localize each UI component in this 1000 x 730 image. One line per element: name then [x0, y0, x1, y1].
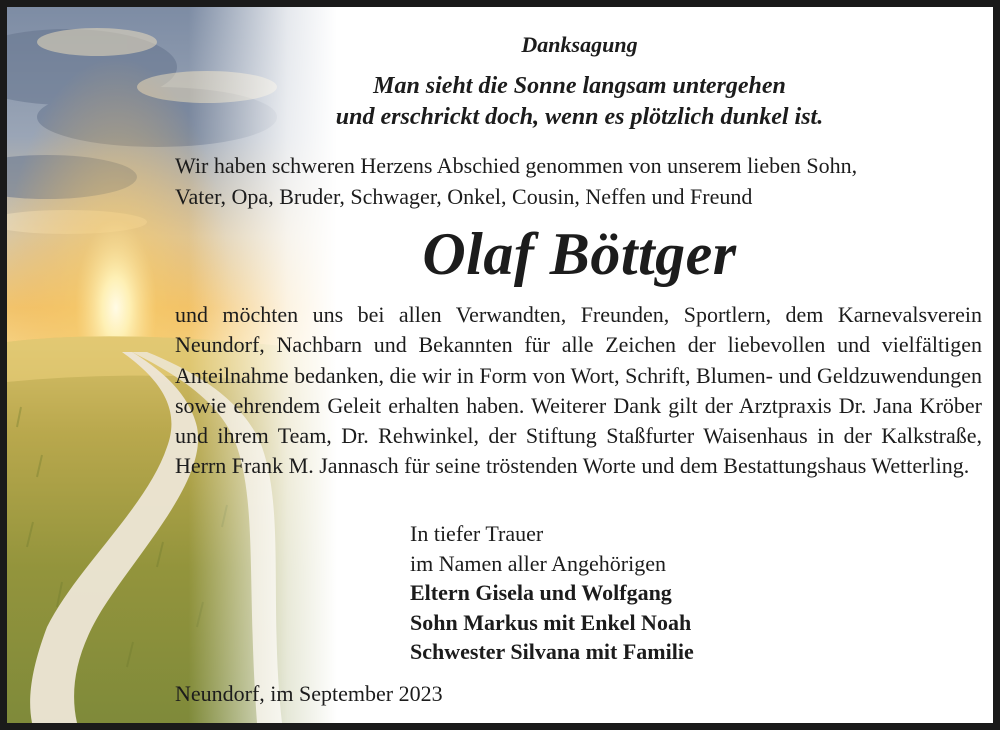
quote-line-2: und erschrickt doch, wenn es plötzlich dunkel ist. — [335, 104, 824, 130]
family-son: Sohn Markus mit Enkel Noah — [410, 609, 692, 635]
signoff-line-1: In tiefer Trauer — [410, 521, 544, 546]
thanks-paragraph: und möchten uns bei allen Verwandten, Freunden, Sportlern, dem Karnevalsverein Neundorf, Nachbarn und Bekannten für alle Zeichen der liebevollen und vielfältigen Anteilnahme bedanken, die wir in Form von Wort, Schrift, Blumen- und Geldzuwendungen sowie ehrendem Geleit erhalten haben. Weiterer Dank gilt der Arztpraxis Dr. Jana Kröber und ihrem Team, Dr. Rehwinkel, der Stiftung Staßfurter Waisenhaus in der Kalkstraße, Herrn Frank M. Jannasch für seine tröstenden Worte und dem Bestattungshaus Wetterling. — [175, 302, 982, 479]
signoff-block — [410, 519, 694, 667]
intro-text — [175, 150, 985, 212]
intro-line-2: Vater, Opa, Bruder, Schwager, Onkel, Cousin, Neffen und Freund — [175, 184, 753, 209]
intro-line-1: Wir haben schweren Herzens Abschied genommen von unserem lieben Sohn, — [175, 153, 858, 178]
family-parents: Eltern Gisela und Wolfgang — [410, 580, 672, 605]
signoff-line-2: im Namen aller Angehörigen — [410, 550, 666, 576]
quote-line-1: Man sieht die Sonne langsam untergehen — [373, 73, 786, 99]
notice-title: Danksagung — [521, 32, 638, 57]
family-sister: Schwester Silvana mit Familie — [410, 639, 694, 664]
quote — [307, 71, 852, 133]
deceased-name: Olaf Böttger — [422, 221, 737, 287]
place-and-date: Neundorf, im September 2023 — [175, 681, 443, 706]
